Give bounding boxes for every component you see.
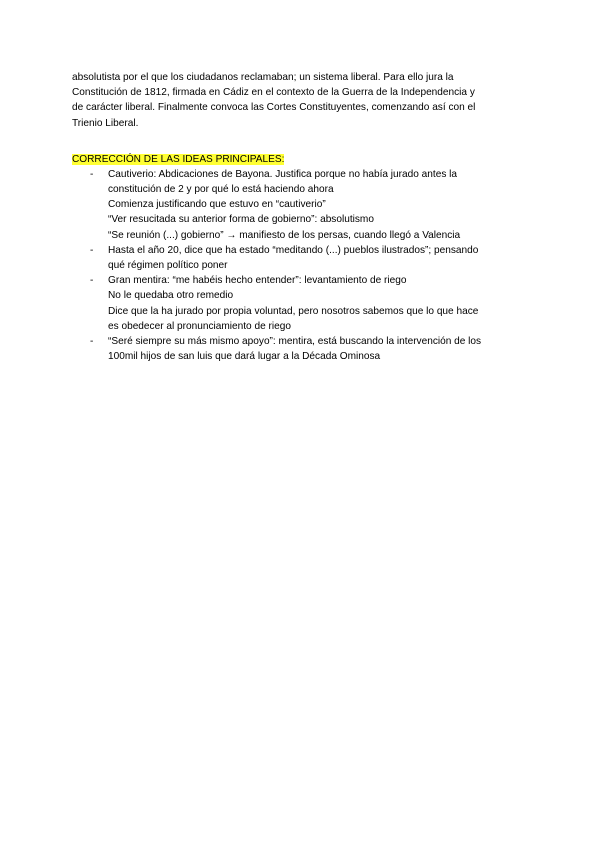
list-item-line: Cautiverio: Abdicaciones de Bayona. Justifica porque no había jurado antes la [108,168,458,180]
bullet-marker: - [90,168,94,180]
list-item-line: Hasta el año 20, dice que ha estado “meditando (...) pueblos ilustrados”; pensando [108,244,479,256]
intro-line: Trienio Liberal. [72,117,139,129]
bullet-list [72,167,532,365]
intro-line: de carácter liberal. Finalmente convoca las Cortes Constituyentes, comenzando así con el [72,102,476,114]
list-item-line: Dice que la ha jurado por propia voluntad, pero nosotros sabemos que lo que hace [108,305,479,317]
bullet-marker: - [90,275,94,287]
list-item-line: “Ver resucitada su anterior forma de gobierno”: absolutismo [108,214,374,226]
list-item-line: Gran mentira: “me habéis hecho entender”: levantamiento de riego [108,275,407,287]
bullet-marker: - [90,244,94,256]
intro-paragraph [72,70,532,131]
list-item-line: es obedecer al pronunciamiento de riego [108,320,291,332]
section-heading: CORRECCIÓN DE LAS IDEAS PRINCIPALES: [72,153,285,165]
document-page [72,70,532,364]
intro-line: Constitución de 1812, firmada en Cádiz en el contexto de la Guerra de la Independencia y [72,87,475,99]
list-item-line: constitución de 2 y por qué lo está haciendo ahora [108,184,334,196]
list-item-line: qué régimen político poner [108,260,228,272]
bullet-marker: - [90,336,94,348]
list-item-line: “Se reunión (...) gobierno” → manifiesto de los persas, cuando llegó a Valencia [108,229,461,241]
list-item [72,273,532,334]
list-item [72,167,532,243]
intro-line: absolutista por el que los ciudadanos reclamaban; un sistema liberal. Para ello jura la [72,72,454,83]
list-item [72,243,532,273]
list-item-line: Comienza justificando que estuvo en “cautiverio” [108,199,326,211]
list-item-line: 100mil hijos de san luis que dará lugar a la Década Ominosa [108,351,381,363]
list-item [72,334,532,364]
list-item-line: “Seré siempre su más mismo apoyo”: mentira, está buscando la intervención de los [108,336,482,348]
section-heading-wrap [72,152,532,167]
list-item-line: No le quedaba otro remedio [108,290,234,302]
